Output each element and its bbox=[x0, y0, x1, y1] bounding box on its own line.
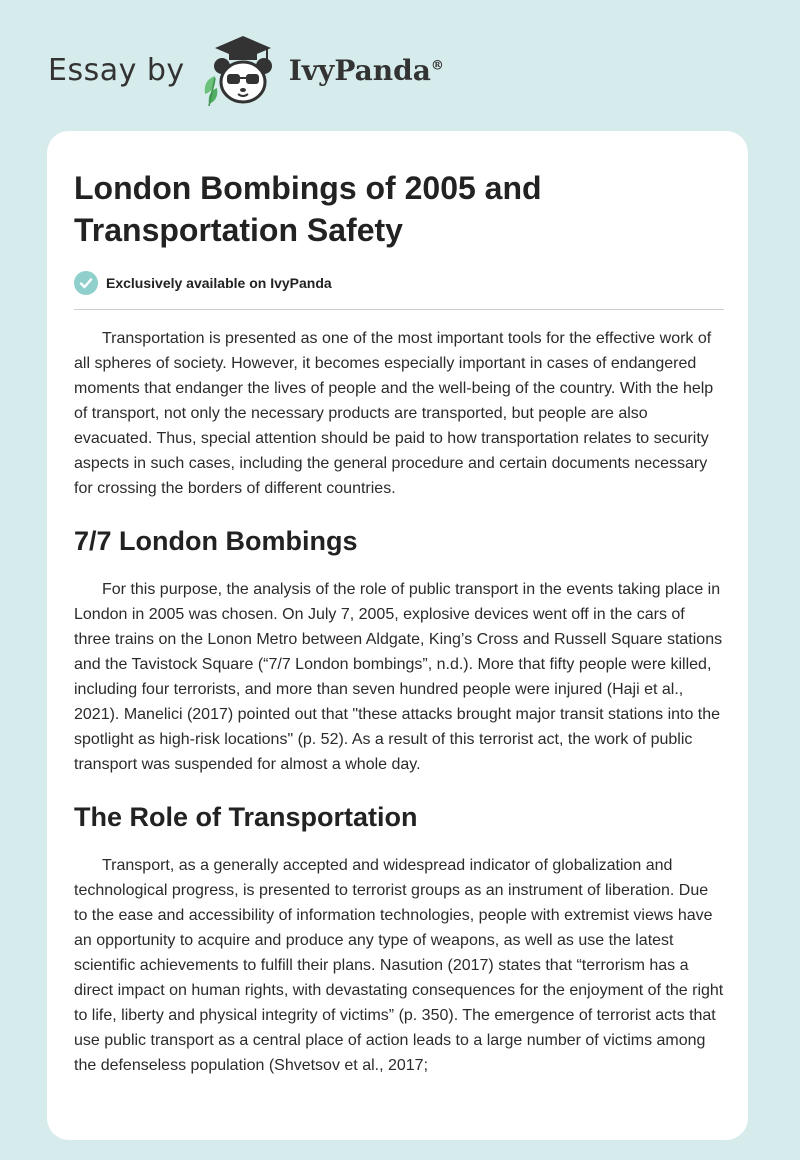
check-icon bbox=[74, 271, 98, 295]
brand-prefix: Essay by bbox=[48, 52, 185, 88]
page-title: London Bombings of 2005 and Transportation Safety bbox=[74, 170, 542, 248]
registered-mark: ® bbox=[430, 58, 444, 74]
section-paragraph-role-of-transportation: Transport, as a generally accepted and widespread indicator of globalization and technological progress, is presented to terrorist groups as an instrument of liberation. Due to the ease and accessibility of information technologies, people with extremist views have an opportunity to acquire and produce any type of weapons, as well as use the latest scientific achievements to fulfill their plans. Nasution (2017) states that “terrorism has a direct impact on human rights, with devastating consequences for the enjoyment of the right to life, liberty and physical integrity of victims” (p. 350). The emergence of terrorist acts that use public transport as a central place of action leads to a large number of victims among the defenseless population (Shvetsov et al., 2017; bbox=[74, 857, 724, 1074]
section-heading-role-of-transportation: The Role of Transportation bbox=[74, 802, 418, 832]
divider bbox=[74, 309, 724, 310]
section-paragraph-london-bombings: For this purpose, the analysis of the role of public transport in the events taking place in London in 2005 was chosen. On July 7, 2005, explosive devices went off in the cars of three trains on the Lonon Metro between Aldgate, King’s Cross and Russell Square stations and the Tavistock Square (“7/7 London bombings”, n.d.). More that fifty people were killed, including four terrorists, and more than seven hundred people were injured (Haji et al., 2021). Manelici (2017) pointed out that "these attacks brought major transit stations into the spotlight as high-risk locations" (p. 52). As a result of this terrorist act, the work of public transport was suspended for almost a whole day. bbox=[74, 581, 723, 773]
intro-paragraph: Transportation is presented as one of the most important tools for the effective work of all spheres of society. However, it becomes especially important in cases of endangered moments that endanger the lives of people and the well-being of the country. With the help of transport, not only the necessary products are transported, but people are also evacuated. Thus, special attention should be paid to how transportation relates to security aspects in such cases, including the general procedure and certain documents necessary for crossing the borders of different countries. bbox=[74, 330, 714, 497]
exclusive-badge bbox=[74, 269, 724, 297]
section-heading-london-bombings: 7/7 London Bombings bbox=[74, 526, 358, 556]
badge-label: Exclusively available on IvyPanda bbox=[106, 275, 332, 291]
brand-name[interactable]: IvyPanda® bbox=[288, 53, 444, 87]
site-header bbox=[48, 30, 444, 110]
essay-card bbox=[47, 131, 748, 1140]
panda-logo-icon bbox=[199, 32, 283, 108]
